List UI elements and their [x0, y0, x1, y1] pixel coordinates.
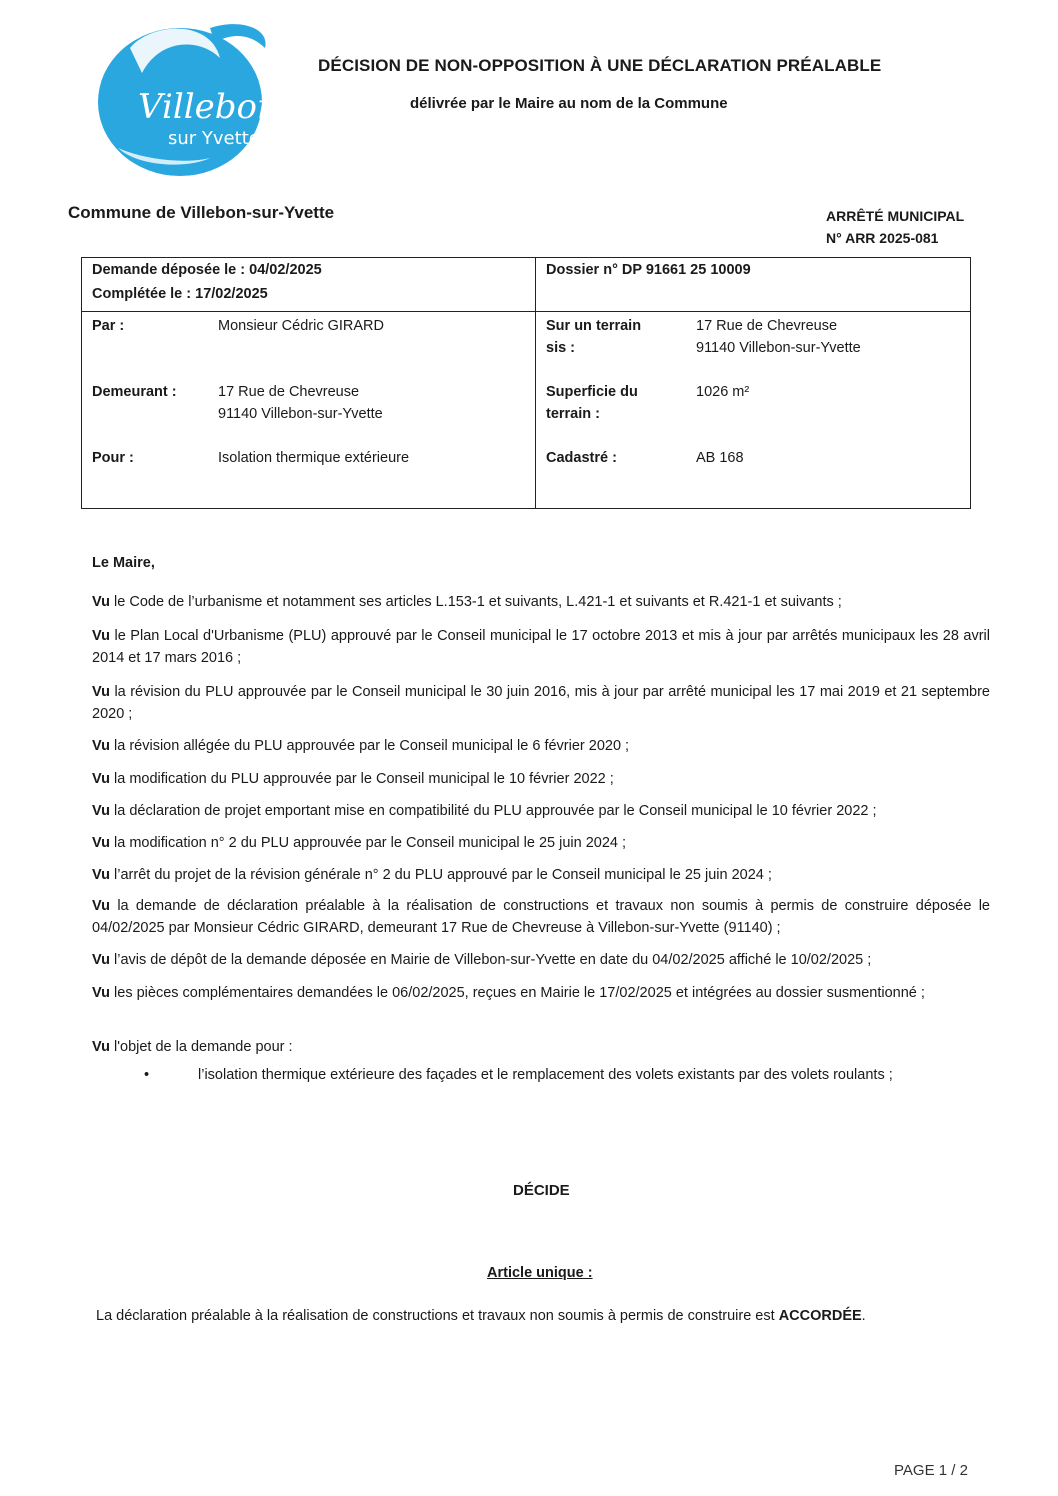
commune-name: Commune de Villebon-sur-Yvette [68, 203, 335, 222]
vu-item [92, 1036, 990, 1058]
vu-text: l’arrêt du projet de la révision générale n° 2 du PLU approuvé par le Conseil municipal le 25 juin 2024 ; [110, 867, 772, 883]
arrete-block [826, 205, 964, 249]
demeurant-label: Demeurant : [92, 384, 177, 400]
vu-word: Vu [92, 594, 110, 610]
document-title: DÉCISION DE NON-OPPOSITION À UNE DÉCLARATION PRÉALABLE [318, 56, 882, 75]
page-number: PAGE 1 / 2 [894, 1462, 968, 1479]
arrete-number: N° ARR 2025-081 [826, 230, 939, 246]
vu-item [92, 735, 990, 757]
bullet-text: l’isolation thermique extérieure des façades et le remplacement des volets existants par des volets roulants ; [198, 1067, 893, 1083]
le-maire: Le Maire, [92, 555, 155, 571]
villebon-logo [90, 18, 280, 178]
demande-date: Demande déposée le : 04/02/2025 [92, 262, 322, 278]
vu-word: Vu [92, 628, 110, 644]
par-label: Par : [92, 318, 125, 334]
vu-text: la modification du PLU approuvée par le Conseil municipal le 10 février 2022 ; [110, 771, 614, 787]
vu-item [92, 864, 990, 886]
vu-item [92, 895, 990, 939]
vu-text: la modification n° 2 du PLU approuvée par le Conseil municipal le 25 juin 2024 ; [110, 835, 627, 851]
vu-text: la révision du PLU approuvée par le Conseil municipal le 30 juin 2016, mis à jour par arrêté municipal les 17 mai 2019 et 21 septembre 2020 ; [92, 684, 990, 722]
vu-word: Vu [92, 684, 110, 700]
vu-word: Vu [92, 803, 110, 819]
decide-heading: DÉCIDE [513, 1182, 570, 1199]
info-table [81, 257, 971, 509]
vu-word: Vu [92, 835, 110, 851]
par-value: Monsieur Cédric GIRARD [218, 318, 384, 334]
cadastre-label: Cadastré : [546, 450, 617, 466]
vu-text: les pièces complémentaires demandées le 06/02/2025, reçues en Mairie le 17/02/2025 et intégrées au dossier susmentionné ; [110, 985, 925, 1001]
cadastre-value: AB 168 [696, 450, 744, 466]
vu-item [92, 591, 990, 613]
vu-text: l'objet de la demande pour : [110, 1039, 293, 1055]
vu-text: le Plan Local d'Urbanisme (PLU) approuvé par le Conseil municipal le 17 octobre 2013 et mis à jour par arrêtés municipaux les 28 avril 2014 et 17 mars 2016 ; [92, 628, 990, 666]
vu-item [92, 982, 990, 1004]
vu-item [92, 832, 990, 854]
vu-word: Vu [92, 867, 110, 883]
vu-text: la déclaration de projet emportant mise en compatibilité du PLU approuvée par le Conseil municipal le 10 février 2022 ; [110, 803, 877, 819]
terrain-label-line1: Sur un terrain [546, 318, 642, 334]
vu-word: Vu [92, 738, 110, 754]
terrain-line1: 17 Rue de Chevreuse [696, 318, 838, 334]
document-subtitle: délivrée par le Maire au nom de la Commune [410, 95, 728, 112]
vu-item [92, 949, 990, 971]
final-decision [96, 1308, 866, 1324]
dossier-number: Dossier n° DP 91661 25 10009 [546, 262, 751, 278]
article-heading: Article unique : [487, 1265, 593, 1281]
arrete-label: ARRÊTÉ MUNICIPAL [826, 208, 965, 224]
demeurant-line1: 17 Rue de Chevreuse [218, 384, 360, 400]
pour-value: Isolation thermique extérieure [218, 450, 410, 466]
terrain-line2: 91140 Villebon-sur-Yvette [696, 340, 861, 356]
vu-text: l’avis de dépôt de la demande déposée en Mairie de Villebon-sur-Yvette en date du 04/02/2025 affiché le 10/02/2025 ; [110, 952, 872, 968]
superficie-value: 1026 m² [696, 384, 750, 400]
vu-word: Vu [92, 952, 110, 968]
vu-text: la révision allégée du PLU approuvée par le Conseil municipal le 6 février 2020 ; [110, 738, 630, 754]
bullet-icon: • [144, 1067, 150, 1083]
logo-text-villebon: Villebon [138, 87, 279, 127]
terrain-label-line2: sis : [546, 340, 576, 356]
vu-text: la demande de déclaration préalable à la réalisation de constructions et travaux non soumis à permis de construire déposée le 04/02/2025 par Monsieur Cédric GIRARD, demeurant 17 Rue de Chevreuse à Villebon-sur-Yvette (91140) ; [92, 898, 990, 936]
logo-text-sur-yvette: sur Yvette [168, 128, 260, 149]
vu-word: Vu [92, 898, 110, 914]
superficie-label-line2: terrain : [546, 406, 600, 422]
vu-word: Vu [92, 1039, 110, 1055]
pour-label: Pour : [92, 450, 134, 466]
vu-text: le Code de l’urbanisme et notamment ses articles L.153-1 et suivants, L.421-1 et suivants et R.421-1 et suivants ; [110, 594, 842, 610]
vu-item [92, 681, 990, 725]
vu-item [92, 768, 990, 790]
completee-date: Complétée le : 17/02/2025 [92, 286, 268, 302]
vu-item [92, 625, 990, 669]
final-text: La déclaration préalable à la réalisation de constructions et travaux non soumis à permis de construire est [96, 1308, 779, 1324]
final-end: . [861, 1308, 866, 1324]
final-bold: ACCORDÉE [778, 1308, 862, 1324]
vu-item [92, 800, 990, 822]
vu-word: Vu [92, 985, 110, 1001]
demeurant-line2: 91140 Villebon-sur-Yvette [218, 406, 383, 422]
vu-word: Vu [92, 771, 110, 787]
superficie-label-line1: Superficie du [546, 384, 638, 400]
